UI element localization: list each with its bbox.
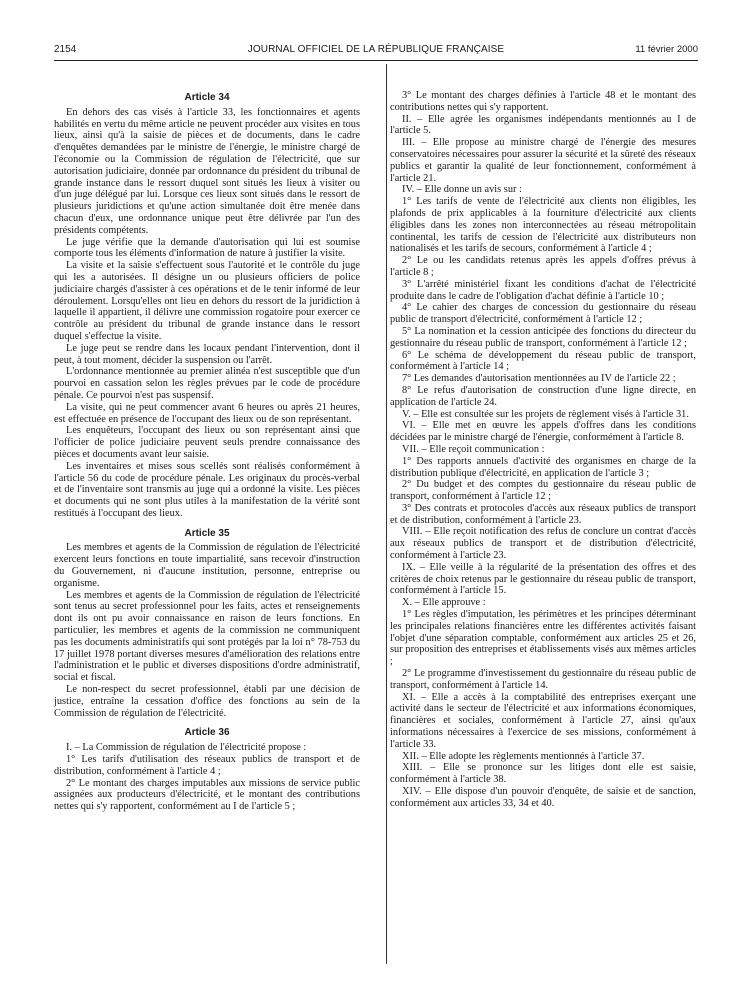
article-36-paragraph: IX. – Elle veille à la régularité de la présentation des offres et des critères de choix retenus par le gestionnaire du réseau public de transport, conformément à l'article 15. (390, 561, 696, 597)
article-36-paragraph: XIII. – Elle se prononce sur les litiges dont elle est saisie, conformément à l'article 38. (390, 762, 696, 786)
journal-title: JOURNAL OFFICIEL DE LA RÉPUBLIQUE FRANÇAISE (247, 44, 505, 55)
article-36-paragraph: 7° Les demandes d'autorisation mentionnées au IV de l'article 22 ; (402, 373, 676, 385)
article-36-paragraph: 3° L'arrêté ministériel fixant les conditions d'achat de l'électricité produite dans le cadre de l'obligation d'achat définie à l'article 10 ; (390, 278, 696, 302)
article-36-paragraph: X. – Elle approuve : (402, 597, 486, 609)
article-36-paragraph: XII. – Elle adopte les règlements mentionnés à l'article 37. (402, 750, 645, 762)
page-number: 2154 (54, 44, 77, 55)
article-34-paragraph: Le juge vérifie que la demande d'autorisation qui lui est soumise comporte tous les éléments d'information de nature à justifier la visite. (54, 236, 360, 260)
article-36-paragraph: VIII. – Elle reçoit notification des refus de conclure un contrat d'accès aux réseaux publics de transport et de distribution d'électricité, conformément à l'article 23. (390, 526, 696, 562)
article-36-paragraph: 5° La nomination et la cession anticipée des fonctions du directeur du gestionnaire du réseau public de transport, conformément à l'article 12 ; (390, 325, 696, 349)
article-36-paragraph: V. – Elle est consultée sur les projets de règlement visés à l'article 31. (402, 408, 689, 420)
article-36-paragraph: IV. – Elle donne un avis sur : (402, 184, 522, 196)
article-36-paragraph: I. – La Commission de régulation de l'électricité propose : (66, 742, 307, 754)
article-34-paragraph: Les enquêteurs, l'occupant des lieux ou son représentant ainsi que l'officier de police judiciaire peuvent seuls prendre connaissance des pièces et documents avant leur saisie. (54, 425, 360, 460)
article-36-paragraph: VII. – Elle reçoit communication : (402, 443, 545, 455)
column-divider (386, 64, 387, 964)
article-36-paragraph: 1° Les règles d'imputation, les périmètres et les principes déterminant les principales relations financières entre les différentes activités faisant l'objet d'une séparation comptable, conformément aux articles 25 et 26, sur proposition des entreprises et établissements visés aux mêmes articles ; (390, 609, 696, 668)
article-36-paragraph: 2° Du budget et des comptes du gestionnaire du réseau public de transport, conformément à l'article 12 ; (390, 479, 696, 503)
article-36-paragraph: III. – Elle propose au ministre chargé de l'énergie des mesures conservatoires nécessaires pour assurer la sécurité et la sûreté des réseaux publics et garantir la qualité de leur fonctionnement, conformément à l'article 21. (390, 137, 696, 184)
page-header (54, 44, 698, 60)
article-36-paragraph: 3° Le montant des charges définies à l'article 48 et le montant des contributions nettes qui s'y rapportent. (390, 90, 696, 113)
article-36-paragraph: 2° Le programme d'investissement du gestionnaire du réseau public de transport, conformément à l'article 14. (390, 668, 696, 691)
article-34-paragraph: La visite, qui ne peut commencer avant 6 heures ou après 21 heures, est effectuée en présence de l'occupant des lieux ou de son représentant. (54, 401, 360, 425)
article-34-paragraph: Le juge peut se rendre dans les locaux pendant l'intervention, dont il peut, à tout moment, décider la suspension ou l'arrêt. (54, 342, 360, 366)
article-36-paragraph: II. – Elle agrée les organismes indépendants mentionnés au I de l'article 5. (390, 113, 696, 137)
article-34-paragraph: L'ordonnance mentionnée au premier alinéa n'est susceptible que d'un pourvoi en cassation selon les règles prévues par le code de procédure pénale. Ce pourvoi n'est pas suspensif. (54, 366, 360, 401)
article-36-paragraph: 8° Le refus d'autorisation de construction d'une ligne directe, en application de l'article 24. (390, 384, 696, 408)
article-36-paragraph: 2° Le ou les candidats retenus après les appels d'offres prévus à l'article 8 ; (390, 255, 696, 278)
article-36-paragraph: 1° Des rapports annuels d'activité des organismes en charge de la distribution publique d'électricité, en application de l'article 3 ; (390, 455, 696, 479)
article-36-title: Article 36 (184, 727, 230, 739)
publication-date: 11 février 2000 (635, 44, 698, 55)
article-34-paragraph: En dehors des cas visés à l'article 33, les fonctionnaires et agents habilités en vertu du même article ne peuvent procéder aux visites en tous lieux, ainsi qu'à la saisie de pièces et de documents, dans le cadre d'enquêtes demandées par le ministre de l'énergie, le ministre chargé de l'économie ou la Commission de régulation de l'électricité, que sur autorisation judiciaire, donnée par ordonnance du président du tribunal de grande instance dans le ressort duquel sont situés les lieux à visiter ou d'un juge délégué par lui. Lorsque ces lieux sont situés dans le ressort de plusieurs juridictions et qu'une action simultanée doit être menée dans chacun d'eux, une ordonnance unique peut être délivrée par l'un des présidents compétents. (54, 106, 360, 236)
left-column (54, 92, 360, 813)
article-36-paragraph: 6° Le schéma de développement du réseau public de transport, conformément à l'article 14 ; (390, 349, 696, 373)
article-35-paragraph: Le non-respect du secret professionnel, établi par une décision de justice, entraîne la cessation d'office des fonctions au sein de la Commission de régulation de l'électricité. (54, 684, 360, 719)
article-35-title: Article 35 (184, 527, 230, 539)
article-36-paragraph: 1° Les tarifs de vente de l'électricité aux clients non éligibles, les plafonds de prix applicables à la fourniture d'électricité aux clients éligibles dans les zones non interconnectées au réseau métropolitain continental, les tarifs de cession de l'électricité aux distributeurs non nationalisés et les tarifs de secours, conformément à l'article 4 ; (390, 196, 696, 255)
article-36-paragraph: 3° Des contrats et protocoles d'accès aux réseaux publics de transport et de distribution, conformément à l'article 23. (390, 502, 696, 526)
article-34-paragraph: Les inventaires et mises sous scellés sont réalisés conformément à l'article 56 du code de procédure pénale. Les originaux du procès-verbal et de l'inventaire sont transmis au juge qui a ordonné la visite. Les pièces et documents qui ne sont plus utiles à la manifestation de la vérité sont restitués à l'occupant des lieux. (54, 460, 360, 519)
article-35-paragraph: Les membres et agents de la Commission de régulation de l'électricité sont tenus au secret professionnel pour les faits, actes et renseignements dont ils ont pu avoir connaissance en raison de leurs fonctions. En particulier, les membres et agents de la commission ne communiquent pas les documents administratifs qui sont protégés par la loi n° 78-753 du 17 juillet 1978 portant diverses mesures d'amélioration des relations entre l'administration et le public et diverses dispositions d'ordre administratif, social et fiscal. (54, 589, 360, 684)
article-34-title: Article 34 (184, 92, 230, 103)
article-34-paragraph: La visite et la saisie s'effectuent sous l'autorité et le contrôle du juge qui les a autorisées. Il désigne un ou plusieurs officiers de police judiciaire chargés d'assister à ces opérations et de le tenir informé de leur déroulement. Lorsqu'elles ont lieu en dehors du ressort de la juridiction à laquelle il appartient, il délivre une commission rogatoire pour exercer ce contrôle au président du tribunal de grande instance dans le ressort duquel s'effectue la visite. (54, 260, 360, 342)
article-36-paragraph: 1° Les tarifs d'utilisation des réseaux publics de transport et de distribution, conformément à l'article 4 ; (54, 754, 360, 777)
article-35-paragraph: Les membres et agents de la Commission de régulation de l'électricité exercent leurs fonctions en toute impartialité, sans recevoir d'instruction du Gouvernement, ni d'aucune institution, personne, entreprise ou organisme. (54, 542, 360, 589)
article-36-paragraph: XI. – Elle a accès à la comptabilité des entreprises exerçant une activité dans le secteur de l'électricité et aux informations économiques, financières et sociales, conformément à l'article 27, ainsi qu'aux informations nécessaires à l'exercice de ses missions, conformément à l'article 33. (390, 691, 696, 750)
article-36-paragraph: XIV. – Elle dispose d'un pouvoir d'enquête, de saisie et de sanction, conformément aux articles 33, 34 et 40. (390, 786, 696, 809)
article-36-paragraph: VI. – Elle met en œuvre les appels d'offres dans les conditions décidées par le ministre chargé de l'énergie, conformément à l'article 8. (390, 420, 696, 444)
article-36-paragraph: 4° Le cahier des charges de concession du gestionnaire du réseau public de transport d'électricité, conformément à l'article 12 ; (390, 302, 696, 326)
header-rule (54, 60, 698, 61)
right-column (390, 90, 696, 810)
article-36-paragraph: 2° Le montant des charges imputables aux missions de service public assignées aux producteurs d'électricité, et le montant des contributions nettes qui s'y rapportent, conformément au I de l'article 5 ; (54, 777, 360, 813)
